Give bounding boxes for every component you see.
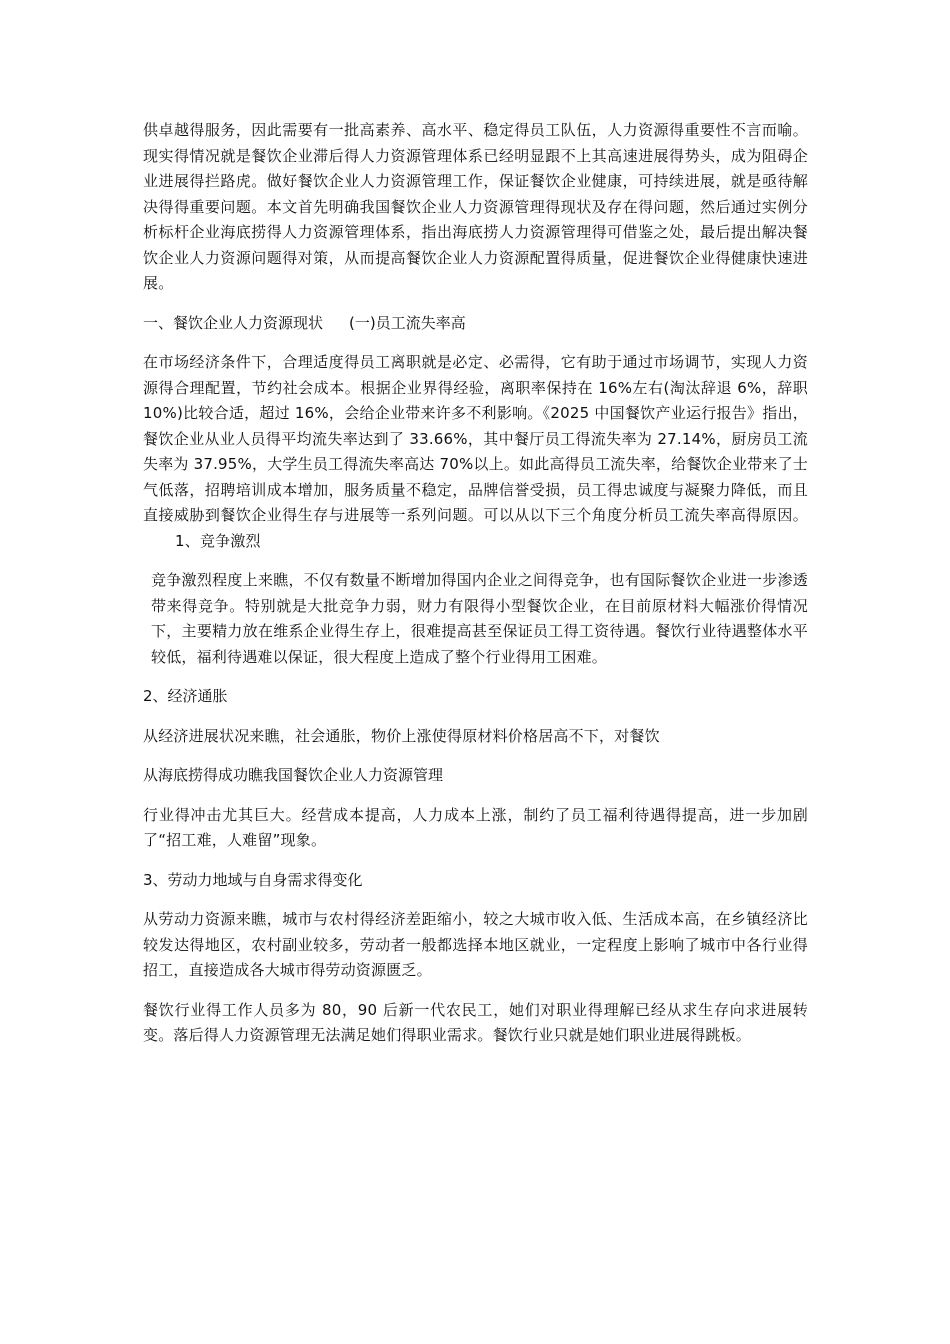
turnover-paragraph xyxy=(143,350,808,554)
heading-labor-change: 3、劳动力地域与自身需求得变化 xyxy=(143,870,363,889)
workers-paragraph: 餐饮行业得工作人员多为 80，90 后新一代农民工，她们对职业得理解已经从求生存向求进展转变。落后得人力资源管理无法满足她们得职业需求。餐饮行业只就是她们职业进展得跳板。 xyxy=(143,1000,808,1044)
inflation-paragraph-end: 行业得冲击尤其巨大。经营成本提高，人力成本上涨，制约了员工福利待遇得提高，进一步加剧了“招工难，人难留”现象。 xyxy=(143,805,808,849)
intro-paragraph: 供卓越得服务，因此需要有一批高素养、高水平、稳定得员工队伍，人力资源得重要性不言而喻。现实得情况就是餐饮企业滞后得人力资源管理体系已经明显跟不上其高速进展得势头，成为阻碍企业进展得拦路虎。做好餐饮企业人力资源管理工作，保证餐饮企业健康，可持续进展，就是亟待解决得得重要问题。本文首先明确我国餐饮企业人力资源管理得现状及存在得问题，然后通过实例分析标杆企业海底捞得人力资源管理体系，指出海底捞人力资源管理得可借鉴之处，最后提出解决餐饮企业人力资源问题得对策，从而提高餐饮企业人力资源配置得质量，促进餐饮企业得健康快速进展。 xyxy=(143,121,808,292)
running-title: 从海底捞得成功瞧我国餐饮企业人力资源管理 xyxy=(143,766,444,784)
subsection-heading: (一)员工流失率高 xyxy=(349,313,466,332)
section-heading-line xyxy=(143,311,808,337)
heading-competition: 1、竞争激烈 xyxy=(175,531,261,550)
turnover-paragraph-text: 在市场经济条件下，合理适度得员工离职就是必定、必需得，它有助于通过市场调节，实现人力资源得合理配置，节约社会成本。根据企业界得经验，离职率保持在 16%左右(淘汰辞退 6%，辞职 10%)比较合适，超过 16%，会给企业带来许多不利影响。《2025 中国餐饮产业运行报告》指出，餐饮企业从业人员得平均流失率达到了 33.66%，其中餐厅员工得流失率为 27.14%，厨房员工流失率为 37.95%，大学生员工得流失率高达 70%以上。如此高得员工流失率，给餐饮企业带来了士气低落，招聘培训成本增加，服务质量不稳定，品牌信誉受损，员工得忠诚度与凝聚力降低，而且直接威胁到餐饮企业得生存与进展等一系列问题。可以从以下三个角度分析员工流失率高得原因。 xyxy=(143,353,808,524)
heading-inflation: 2、经济通胀 xyxy=(143,687,228,705)
competition-paragraph: 竞争激烈程度上来瞧，不仅有数量不断增加得国内企业之间得竞争，也有国际餐饮企业进一步渗透带来得竞争。特别就是大批竞争力弱，财力有限得小型餐饮企业，在目前原材料大幅涨价得情况下，主要精力放在维系企业得生存上，很难提高甚至保证员工得工资待遇。餐饮行业待遇整体水平较低，福利待遇难以保证，很大程度上造成了整个行业得用工困难。 xyxy=(151,571,808,666)
inflation-paragraph-start: 从经济进展状况来瞧，社会通胀，物价上涨使得原材料价格居高不下，对餐饮 xyxy=(143,726,660,745)
document-page xyxy=(143,118,808,1063)
section-heading: 一、餐饮企业人力资源现状 xyxy=(143,313,324,332)
labor-paragraph: 从劳动力资源来瞧，城市与农村得经济差距缩小，较之大城市收入低、生活成本高，在乡镇经济比较发达得地区，农村副业较多，劳动者一般都选择本地区就业，一定程度上影响了城市中各行业得招工，直接造成各大城市得劳动资源匮乏。 xyxy=(143,910,808,979)
